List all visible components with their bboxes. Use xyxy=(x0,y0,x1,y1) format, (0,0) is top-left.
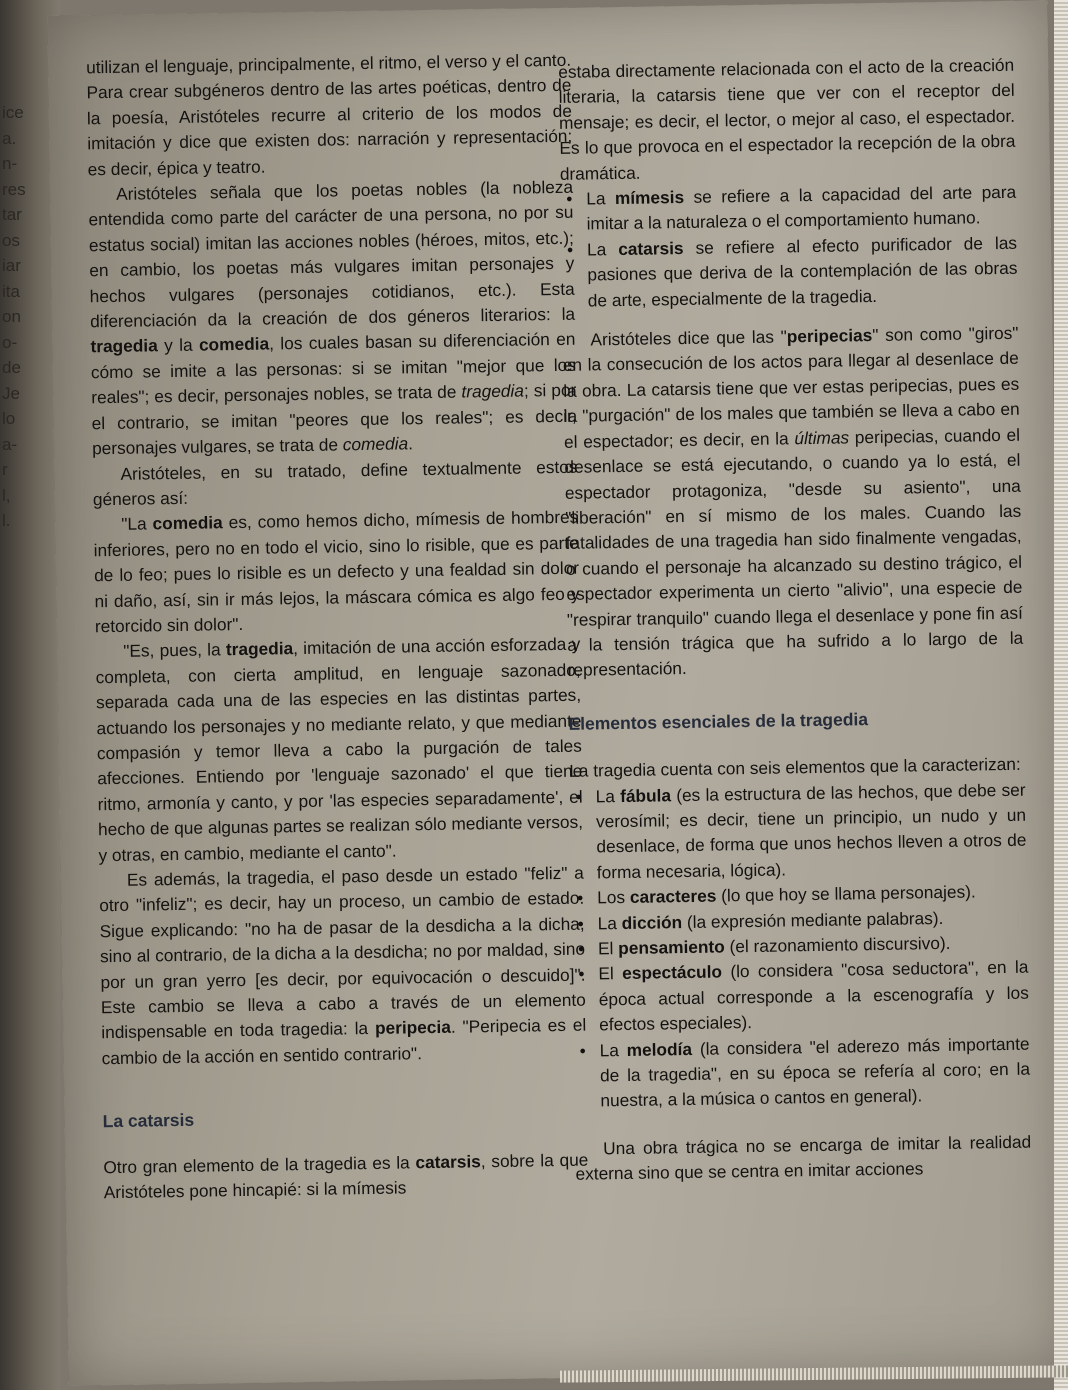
text-run: Es además, la tragedia, el paso desde un estado "feliz" a otro "infeliz"; es decir, hay un proceso, un cambio de estado. Sigue explicando: "no ha de pasar de la desdicha a la dicha, sino al contrario, de la dicha a la desdicha; no por maldad, sino por un gran yerro [es decir, por equivocación o descuido]". Este cambio se lleva a cabo a través de un elemento indispensable en toda tragedia: la xyxy=(99,862,586,1043)
text-run: , los cuales basan su diferenciación en cómo se imite a las personas: si se imitan "mejor que los reales"; es decir, personajes nobles, se trata de xyxy=(90,329,577,408)
list-item xyxy=(572,955,1029,1038)
text-run: (lo que hoy se llama personajes). xyxy=(716,881,976,906)
text-run: El xyxy=(597,938,619,959)
quote-tragedia xyxy=(95,632,584,868)
margin-fragment: os xyxy=(2,230,20,250)
text-run: Aristóteles señala que los poetas nobles (la nobleza entendida como parte del carácter de una persona, no por su estatus social) imitan las acciones nobles (héroes, mitos, etc.); en cambio, los poetas más vulgares imitan personajes y hechos vulgares (personajes cotidianos, etc.). Esta diferenciación da la creación de dos géneros literarios: la xyxy=(88,176,576,332)
text-run: La xyxy=(586,238,619,260)
text-run: "La xyxy=(121,513,153,535)
text-run: se refiere al efecto purificador de las pasiones que deriva de la contemplación de las obras de arte, especialmente de la tragedia. xyxy=(587,232,1018,311)
text-run: ; si por el contrario, se imitan "peores que los reales"; es decir, personajes vulgares, se trata de xyxy=(91,379,577,459)
italic-term: últimas xyxy=(794,427,850,448)
text-run: . xyxy=(407,433,414,454)
text-run: "Es, pues, la xyxy=(123,639,227,662)
text-run: (es la estructura de las hechos, que debe ser verosímil; es decir, tiene un principio, un nudo y un desenlace, de forma que unos hechos lleven a otros de forma necesaria, lógica). xyxy=(595,779,1027,883)
term-peripecias: peripecias xyxy=(786,325,873,347)
quote-comedia xyxy=(93,505,580,640)
term-comedia: comedia xyxy=(152,512,223,534)
text-run: La xyxy=(599,1039,627,1061)
margin-fragment: a. xyxy=(2,128,17,148)
list-item xyxy=(560,180,1017,238)
list-item xyxy=(573,1031,1030,1114)
margin-fragment: n- xyxy=(2,154,18,173)
text-run: (la considera "el aderezo más importante de la tragedia", en su época se refería al coro; en la nuestra, a la música o cantos en general). xyxy=(599,1033,1031,1111)
margin-fragment: Je xyxy=(2,383,20,403)
text-run: (lo considera "cosa seductora", en la época actual corresponde a la escenografía y los efectos especiales). xyxy=(598,957,1029,1035)
text-run: y la xyxy=(157,335,200,356)
term-mimesis: mímesis xyxy=(614,186,685,209)
term-tragedia: tragedia xyxy=(90,335,158,357)
definitions-list xyxy=(560,180,1018,314)
margin-fragment: ice xyxy=(2,103,24,122)
paragraph xyxy=(103,1147,589,1205)
paragraph xyxy=(99,861,587,1072)
term-diccion: dicción xyxy=(621,911,683,933)
text-run: (el razonamiento discursivo). xyxy=(724,932,951,957)
text-run: El xyxy=(598,963,623,984)
list-item xyxy=(561,231,1018,314)
margin-fragment: de xyxy=(2,358,21,377)
term-pensamiento: pensamiento xyxy=(618,936,725,959)
text-run: se refiere a la capacidad del arte para imitar a la naturaleza o el comportamiento humano. xyxy=(586,181,1017,234)
term-comedia: comedia xyxy=(198,333,270,356)
elements-list xyxy=(569,777,1030,1114)
text-run: Otro gran elemento de la tragedia es la xyxy=(103,1151,416,1177)
margin-fragment: res xyxy=(2,179,26,199)
term-catarsis: catarsis xyxy=(415,1150,481,1172)
term-caracteres: caracteres xyxy=(629,885,717,908)
text-run: " son como "giros" en la consecución de los actos para llegar al desenlace de la obra. La catarsis tiene que ver estas peripecias, pues es la "purgación" de los males que también se lleva a cabo en el espectador; es decir, en la xyxy=(562,322,1020,452)
paragraph: utilizan el lenguaje, principalmente, el ritmo, el verso y el canto. Para crear subgéneros dentro de las artes poéticas, dentro de la poesía, Aristóteles recurre al criterio de los modos de imitación y dice que existen dos: narración y representación; es decir, épica y teatro. xyxy=(85,49,573,179)
margin-fragment: l, xyxy=(2,485,11,505)
text-run: , imitación de una acción esforzada y completa, con cierta amplitud, en lenguaje sazonado, separada cada una de las especies en las distintas partes, actuando los personajes y no mediante relato, y que mediante compasión y temor lleva a cabo la purgación de tales afecciones. Entiendo por 'lenguaje sazonado' el que tiene ritmo, armonía y canto, y por 'las especies separadamente', el hecho de que algunas partes se realizan sólo mediante versos, y otras, en cambio, mediante el canto". xyxy=(95,633,584,865)
text-run: La xyxy=(597,912,622,933)
italic-term: tragedia xyxy=(461,380,525,402)
section-heading-elementos: Elementos esenciales de la tragedia xyxy=(568,708,869,734)
text-run: , sobre la que Aristóteles pone hincapié: si la mímesis xyxy=(103,1149,589,1203)
text-run: (la expresión mediante palabras). xyxy=(681,907,944,932)
term-espectaculo: espectáculo xyxy=(621,961,723,984)
section-heading-catarsis: La catarsis xyxy=(102,1110,195,1132)
margin-fragment: a- xyxy=(2,434,18,454)
text-run: es, como hemos dicho, mímesis de hombres inferiores, pero no en todo el vicio, sino lo risible, que es parte de lo feo; pues lo risible es un defecto y una fealdad sin dolor ni daño, así, sin ir más lejos, la máscara cómica es algo feo y retorcido sin dolor". xyxy=(93,506,580,637)
text-run: Los xyxy=(597,887,631,908)
list-item xyxy=(569,777,1027,886)
term-melodia: melodía xyxy=(626,1038,693,1060)
page-stack-edge-right xyxy=(1054,0,1068,1390)
paragraph xyxy=(88,175,577,462)
left-text-column xyxy=(86,48,589,1206)
paragraph: estaba directamente relacionada con el acto de la creación literaria, la catarsis tiene que ver con el receptor del mensaje; es decir, el lector, o mejor al caso, el espectador. Es lo que provoca en el espectador la recepción de la obra dramática. xyxy=(558,54,1016,184)
term-fabula: fábula xyxy=(619,784,672,806)
margin-fragment: ita xyxy=(2,281,20,301)
margin-fragment: iar xyxy=(2,256,21,275)
margin-fragment: on xyxy=(2,307,21,326)
italic-term: comedia xyxy=(342,433,409,455)
term-catarsis: catarsis xyxy=(618,237,684,259)
book-page xyxy=(47,0,1068,1386)
paragraph: Aristóteles, en su tratado, define textualmente estos géneros así: xyxy=(92,456,578,510)
margin-fragment: lo xyxy=(2,409,16,428)
term-peripecia: peripecia xyxy=(374,1017,452,1039)
right-text-column xyxy=(558,53,1032,1188)
margin-fragment: l. xyxy=(2,511,11,530)
paragraph xyxy=(562,321,1024,684)
text-run: La xyxy=(595,785,621,806)
margin-fragment: o- xyxy=(2,332,18,352)
paragraph: La tragedia cuenta con seis elementos que la caracterizan: xyxy=(569,753,1021,781)
text-run: . "Peripecia es el cambio de la acción en sentido contrario". xyxy=(101,1015,587,1069)
text-run: La xyxy=(586,188,616,209)
text-run: Aristóteles dice que las " xyxy=(590,326,787,350)
margin-fragment: tar xyxy=(2,205,22,224)
text-run: peripecias, cuando el desenlace se está ejecutando, o cuando ya lo está, el espectador protagoniza, "desde su asiento", una "liberación" en sí mismo de los males. Cuando las fatalidades de una tragedia han sido finalmente vengadas, o cuando el personaje ha alcanzado su destino trágico, el espectador experimenta un cierto "alivio", una especie de "respirar tranquilo" cuando llega el desenlace y pone fin así a la tensión trágica que ha sufrido a lo largo de la representación. xyxy=(564,424,1024,681)
margin-fragment: r xyxy=(2,460,8,479)
term-tragedia: tragedia xyxy=(225,638,294,660)
paragraph: Una obra trágica no se encarga de imitar la realidad externa sino que se centra en imitar acciones xyxy=(575,1131,1032,1185)
